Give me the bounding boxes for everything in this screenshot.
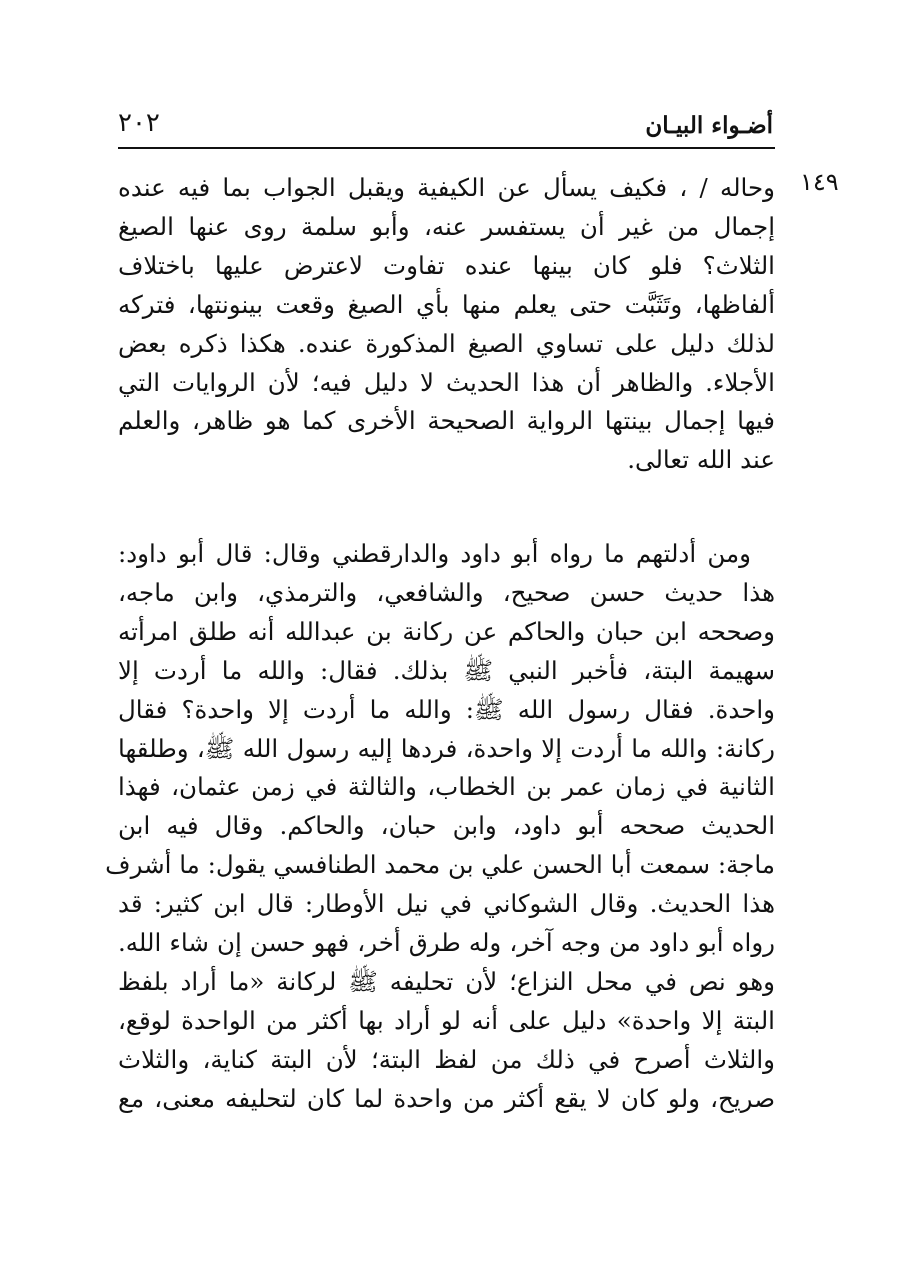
text-line: وحاله / ، فكيف يسأل عن الكيفية ويقبل الجواب بما فيه عنده bbox=[118, 173, 775, 202]
text-line: واحدة. فقال رسول الله ﷺ: والله ما أردت إلا واحدة؟ فقال bbox=[118, 694, 775, 724]
text-line: الثلاث؟ فلو كان بينها عنده تفاوت لاعترض عليها باختلاف bbox=[118, 250, 775, 280]
page-number: ٢٠٢ bbox=[118, 108, 160, 138]
text-line: البتة إلا واحدة» دليل على أنه لو أراد بها أكثر من الواحدة لوقع، bbox=[118, 1005, 775, 1035]
text-line: ماجة: سمعت أبا الحسن علي بن محمد الطنافسي يقول: ما أشرف bbox=[105, 850, 775, 880]
header-rule bbox=[118, 147, 775, 149]
text-line: والثلاث أصرح في ذلك من لفظ البتة؛ لأن البتة كناية، والثلاث bbox=[118, 1044, 775, 1074]
text-line: عند الله تعالى. bbox=[627, 445, 775, 475]
text-line: ركانة: والله ما أردت إلا واحدة، فردها إليه رسول الله ﷺ، وطلقها bbox=[118, 733, 775, 763]
text-line: إجمال من غير أن يستفسر عنه، وأبو سلمة روى عنها الصيغ bbox=[118, 211, 775, 241]
margin-page-reference: ١٤٩ bbox=[800, 168, 839, 196]
text-line: صريح، ولو كان لا يقع أكثر من واحدة لما كان لتحليفه معنى، مع bbox=[118, 1083, 775, 1113]
text-line: فيها إجمال بينتها الرواية الصحيحة الأخرى كما هو ظاهر، والعلم bbox=[118, 406, 775, 436]
text-line: الأجلاء. والظاهر أن هذا الحديث لا دليل فيه؛ لأن الروايات التي bbox=[118, 367, 775, 397]
paragraph-2 bbox=[105, 535, 775, 1119]
text-line: وصححه ابن حبان والحاكم عن ركانة بن عبدالله أنه طلق امرأته bbox=[118, 616, 775, 646]
text-line: الحديث صححه أبو داود، وابن حبان، والحاكم. وقال فيه ابن bbox=[118, 811, 775, 841]
text-line: ألفاظها، وتَثَبَّت حتى يعلم منها بأي الصيغ وقعت بينونتها، فتركه bbox=[118, 289, 775, 319]
paragraph-1 bbox=[118, 169, 775, 480]
text-line: رواه أبو داود من وجه آخر، وله طرق أخر، فهو حسن إن شاء الله. bbox=[118, 928, 775, 958]
text-line: وهو نص في محل النزاع؛ لأن تحليفه ﷺ لركانة «ما أراد بلفظ bbox=[118, 966, 775, 996]
running-title: أضـواء البيـان bbox=[645, 112, 773, 139]
text-line: هذا حديث حسن صحيح، والشافعي، والترمذي، وابن ماجه، bbox=[118, 577, 775, 607]
text-line: ومن أدلتهم ما رواه أبو داود والدارقطني وقال: قال أبو داود: bbox=[118, 539, 751, 568]
text-line: هذا الحديث. وقال الشوكاني في نيل الأوطار: قال ابن كثير: قد bbox=[118, 889, 775, 919]
text-line: الثانية في زمان عمر بن الخطاب، والثالثة في زمن عثمان، فهذا bbox=[118, 772, 775, 802]
text-line: لذلك دليل على تساوي الصيغ المذكورة عنده. هكذا ذكره بعض bbox=[118, 328, 775, 358]
text-line: سهيمة البتة، فأخبر النبي ﷺ بذلك. فقال: والله ما أردت إلا bbox=[118, 655, 775, 685]
